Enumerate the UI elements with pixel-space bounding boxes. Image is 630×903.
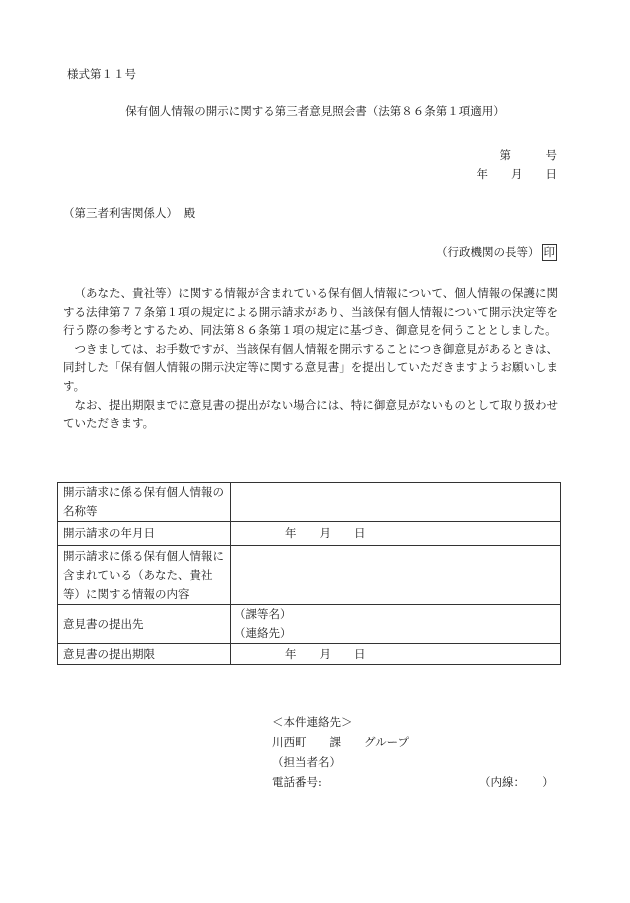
body-paragraph: つきましては、お手数ですが、当該保有個人情報を開示することにつき御意見があるときは、同封した「保有個人情報の開示決定等に関する意見書」を提出していただきますようお願いします。: [63, 341, 558, 393]
contact-office: 川西町 課 グループ: [272, 735, 410, 749]
submission-deadline-text: 年 月 日: [285, 646, 366, 661]
table-row: [58, 605, 561, 644]
related-info-value: [231, 546, 561, 605]
contact-info: （連絡先）: [234, 626, 292, 640]
submission-destination-label: 意見書の提出先: [58, 605, 231, 644]
table-row: [58, 522, 561, 546]
contact-person: （担当者名）: [272, 755, 341, 769]
phone-extension: （内線： ）: [479, 775, 554, 789]
contact-heading: ＜本件連絡先＞: [272, 715, 353, 729]
request-info-name-label: 開示請求に係る保有個人情報の名称等: [58, 483, 231, 522]
body-text: [63, 284, 558, 433]
table-row: [58, 546, 561, 605]
request-date-label: 開示請求の年月日: [58, 522, 231, 546]
request-date-value: [231, 522, 561, 546]
contact-phone: [272, 772, 554, 792]
department-name: （課等名）: [234, 607, 292, 621]
body-paragraph: （あなた、貴社等）に関する情報が含まれている保有個人情報について、個人情報の保護に関する法律第７７条第１項の規定による開示請求があり、当該保有個人情報について開示決定等を行う際の参考とするため、同法第８６条第１項の規定に基づき、御意見を伺うこととしました。: [63, 286, 558, 338]
addressee: （第三者利害関係人） 殿: [63, 206, 196, 220]
table-row: [58, 483, 561, 522]
phone-label: 電話番号:: [272, 775, 322, 789]
sender: [0, 244, 557, 261]
sender-name: （行政機関の長等）: [436, 245, 540, 259]
info-table: [57, 482, 561, 665]
document-date: 年 月 日: [476, 167, 557, 181]
submission-deadline-value: [231, 644, 561, 665]
submission-destination-value: [231, 605, 561, 644]
table-row: [58, 644, 561, 665]
body-paragraph: なお、提出期限までに意見書の提出がない場合には、特に御意見がないものとして取り扱わせていただきます。: [63, 397, 558, 431]
seal-mark: 印: [543, 245, 555, 259]
contact-block: [272, 712, 554, 792]
form-number: 様式第１１号: [67, 67, 136, 81]
document-number: 第 号: [499, 148, 557, 162]
request-date-text: 年 月 日: [285, 526, 366, 540]
document-title: 保有個人情報の開示に関する第三者意見照会書（法第８６条第１項適用）: [125, 104, 505, 118]
submission-deadline-label: 意見書の提出期限: [58, 644, 231, 665]
request-info-name-value: [231, 483, 561, 522]
related-info-label: 開示請求に係る保有個人情報に含まれている（あなた、貴社等）に関する情報の内容: [58, 546, 231, 605]
